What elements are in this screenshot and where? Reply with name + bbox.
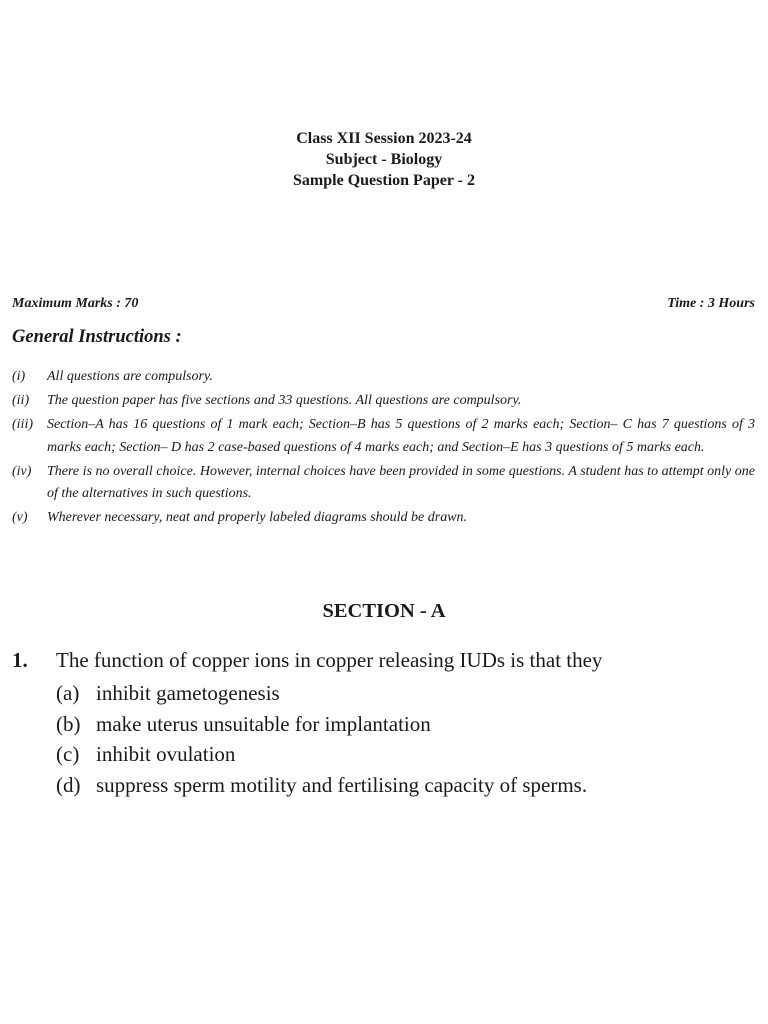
instruction-number: (iii) — [12, 417, 33, 432]
instruction-number: (v) — [12, 510, 28, 525]
option-label: (c) — [56, 742, 80, 766]
paper-title: Sample Question Paper - 2 — [293, 172, 475, 189]
option-text: inhibit gametogenesis — [96, 681, 280, 705]
instructions-list — [12, 366, 755, 531]
instruction-number: (ii) — [12, 393, 30, 408]
option-text: make uterus unsuitable for implantation — [96, 711, 431, 736]
instruction-text: Section–A has 16 questions of 1 mark each; Section–B has 5 questions of 2 marks each; Section– C has 7 questions of 3 marks each; Section– D has 2 case-based questions of 4 marks each; and Section–E has 3 questions of 5 marks each. — [47, 417, 755, 455]
instruction-text: All questions are compulsory. — [47, 369, 213, 384]
option-d — [56, 770, 587, 801]
instruction-item — [12, 414, 755, 459]
instruction-text: There is no overall choice. However, internal choices have been provided in some questions. A student has to attempt only one of the alternatives in such questions. — [47, 463, 755, 501]
class-session-title: Class XII Session 2023-24 — [296, 130, 472, 147]
question-number: 1. — [12, 648, 28, 672]
instruction-number: (i) — [12, 369, 26, 384]
time-allowed: Time : 3 Hours — [667, 296, 755, 311]
option-c — [56, 739, 587, 770]
instruction-item — [12, 461, 755, 506]
instruction-number: (iv) — [12, 463, 32, 479]
instruction-text: The question paper has five sections and 33 questions. All questions are compulsory. — [47, 393, 522, 408]
instruction-item — [12, 390, 755, 413]
question-text: The function of copper ions in copper releasing IUDs is that they — [56, 648, 603, 672]
section-title: SECTION - A — [322, 600, 446, 622]
paper-header — [0, 128, 768, 191]
general-instructions-title: General Instructions : — [12, 327, 182, 347]
option-label: (a) — [56, 681, 80, 705]
option-label: (d) — [56, 772, 81, 797]
option-text: suppress sperm motility and fertilising capacity of sperms. — [96, 772, 588, 797]
instruction-item — [12, 366, 755, 389]
options-list — [56, 678, 587, 800]
instruction-item — [12, 507, 755, 530]
maximum-marks: Maximum Marks : 70 — [12, 296, 139, 311]
instruction-text: Wherever necessary, neat and properly labeled diagrams should be drawn. — [47, 510, 468, 525]
option-label: (b) — [56, 711, 81, 736]
option-b — [56, 709, 587, 740]
option-text: inhibit ovulation — [96, 742, 236, 766]
subject-title: Subject - Biology — [325, 151, 443, 168]
option-a — [56, 678, 587, 709]
